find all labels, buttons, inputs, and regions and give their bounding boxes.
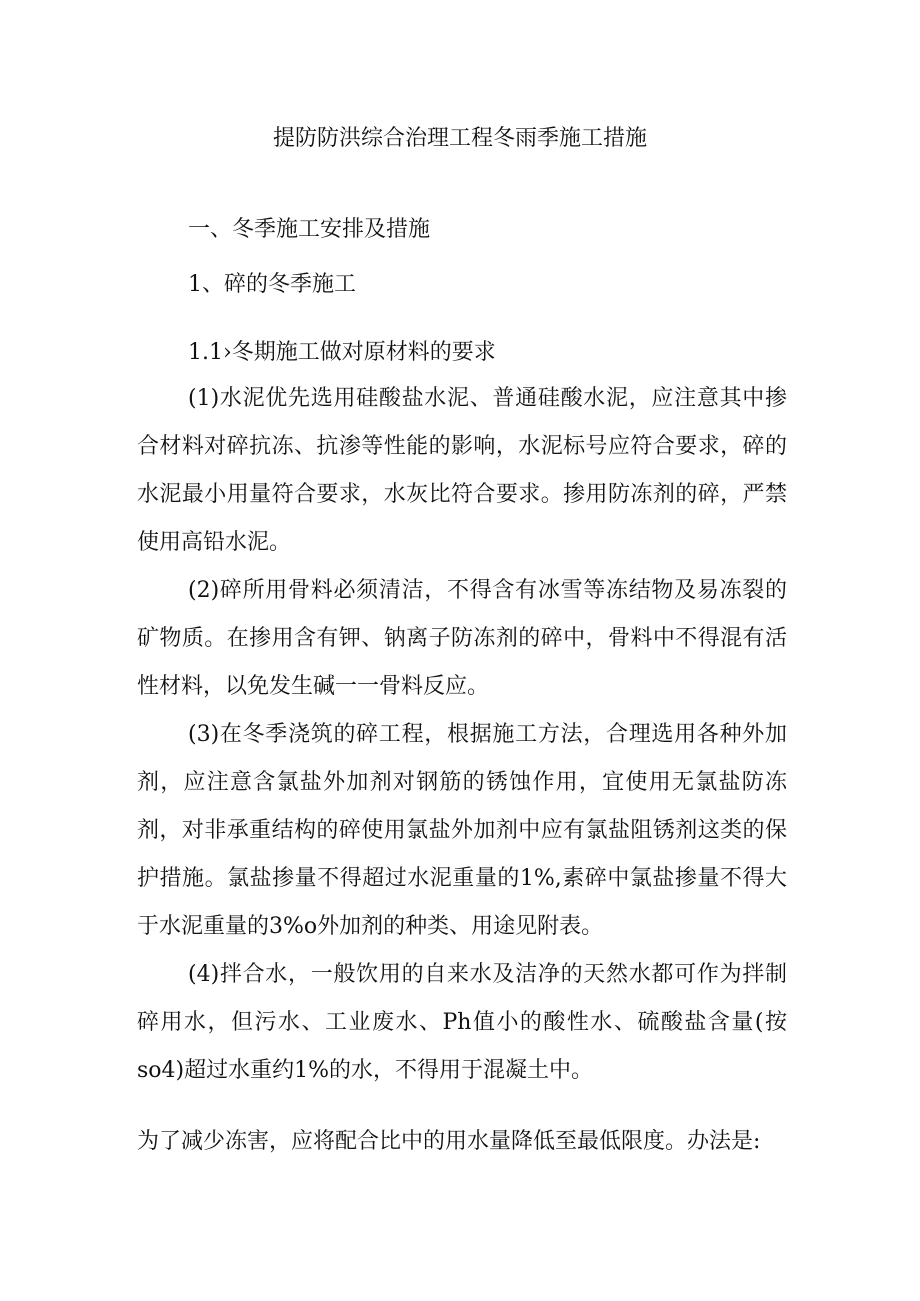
document-title: 提防防洪综合治理工程冬雨季施工措施 — [272, 126, 647, 151]
paragraph-cement: (1)水泥优先选用硅酸盐水泥、普通硅酸水泥，应注意其中掺合材料对碎抗冻、抗渗等性能的影响，水泥标号应符合要求，碎的水泥最小用量符合要求，水灰比符合要求。掺用防冻剂的碎，严禁使用高铅水泥。 — [137, 386, 787, 555]
paragraph-admixture: (3)在冬季浇筑的碎工程，根据施工方法，合理选用各种外加剂，应注意含氯盐外加剂对钢筋的锈蚀作用，宜使用无氯盐防冻剂，对非承重结构的碎使用氯盐外加剂中应有氯盐阻锈剂这类的保护措施。氯盐掺量不得超过水泥重量的1%,素碎中氯盐掺量不得大于水泥重量的3%o外加剂的种类、用途见附表。 — [137, 722, 787, 939]
subsubsection-heading: 1.1›冬期施工做对原材料的要求 — [188, 340, 496, 365]
subsection-heading: 1、碎的冬季施工 — [188, 272, 356, 297]
paragraph-mixing-water: (4)拌合水，一般饮用的自来水及洁净的天然水都可作为拌制碎用水，但污水、工业废水、Ph值小的酸性水、硫酸盐含量(按so4)超过水重约1%的水，不得用于混凝土中。 — [137, 962, 787, 1083]
paragraph-aggregate: (2)碎所用骨料必须清洁，不得含有冰雪等冻结物及易冻裂的矿物质。在掺用含有钾、钠离子防冻剂的碎中，骨料中不得混有活性材料，以免发生碱一一骨料反应。 — [137, 578, 787, 699]
closing-line: 为了减少冻害，应将配合比中的用水量降低至最低限度。办法是: — [137, 1129, 761, 1154]
section-heading: 一、冬季施工安排及措施 — [188, 217, 431, 242]
